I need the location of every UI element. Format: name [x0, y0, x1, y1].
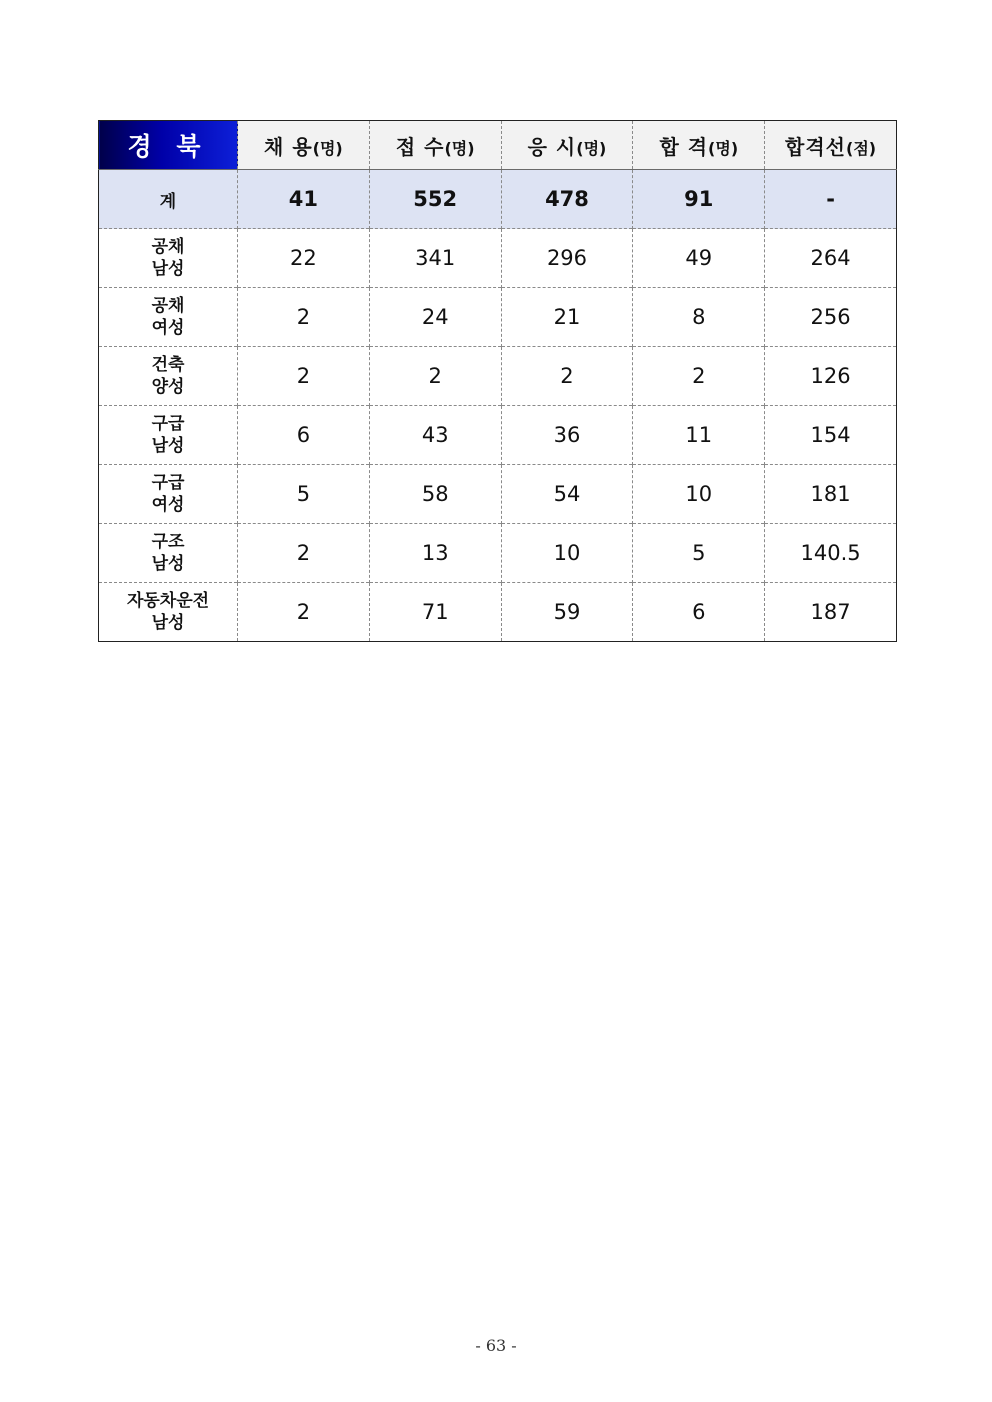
cell-cutoff: 256: [765, 288, 897, 347]
cell-hires: 22: [238, 229, 370, 288]
column-header-hires: [238, 121, 370, 170]
cell-examinees: 54: [501, 465, 633, 524]
column-header-cutoff: [765, 121, 897, 170]
table-row: [99, 406, 897, 465]
cell-hires: 2: [238, 524, 370, 583]
row-label-line2: 양성: [151, 377, 185, 397]
row-label-line2: 여성: [151, 495, 185, 515]
row-label-line1: 건축: [151, 355, 185, 375]
cell-cutoff: 181: [765, 465, 897, 524]
cell-examinees: 10: [501, 524, 633, 583]
column-header-label: 응 시: [527, 134, 577, 159]
table-row: [99, 229, 897, 288]
total-applications: 552: [369, 170, 501, 229]
row-label-line1: 구급: [151, 414, 185, 434]
cell-hires: 5: [238, 465, 370, 524]
table-row: [99, 524, 897, 583]
column-header-examinees: [501, 121, 633, 170]
row-label: [99, 406, 238, 465]
column-header-unit: (명): [576, 138, 607, 158]
row-label-line2: 남성: [151, 613, 185, 633]
table-header-row: [99, 121, 897, 170]
cell-passed: 5: [633, 524, 765, 583]
cell-examinees: 36: [501, 406, 633, 465]
column-header-label: 접 수: [395, 134, 445, 159]
row-label: [99, 524, 238, 583]
cell-examinees: 59: [501, 583, 633, 642]
row-label: [99, 465, 238, 524]
column-header-passed: [633, 121, 765, 170]
cell-passed: 8: [633, 288, 765, 347]
cell-cutoff: 126: [765, 347, 897, 406]
cell-hires: 2: [238, 583, 370, 642]
column-header-label: 합 격: [659, 134, 709, 159]
total-row: [99, 170, 897, 229]
cell-examinees: 21: [501, 288, 633, 347]
row-label-line2: 여성: [151, 318, 185, 338]
row-label-line1: 구조: [151, 532, 185, 552]
row-label: [99, 347, 238, 406]
column-header-applications: [369, 121, 501, 170]
total-examinees: 478: [501, 170, 633, 229]
row-label-line2: 남성: [151, 436, 185, 456]
page-number: - 63 -: [475, 1336, 517, 1355]
row-label-line2: 남성: [151, 259, 185, 279]
cell-applications: 71: [369, 583, 501, 642]
cell-applications: 43: [369, 406, 501, 465]
total-label: 계: [99, 170, 238, 229]
row-label-line1: 구급: [151, 473, 185, 493]
cell-applications: 24: [369, 288, 501, 347]
column-header-unit: (명): [444, 138, 475, 158]
cell-cutoff: 264: [765, 229, 897, 288]
table-row: [99, 288, 897, 347]
cell-hires: 6: [238, 406, 370, 465]
cell-applications: 341: [369, 229, 501, 288]
total-cutoff: -: [765, 170, 897, 229]
table-row: [99, 583, 897, 642]
region-header: 경 북: [99, 121, 238, 170]
cell-cutoff: 140.5: [765, 524, 897, 583]
row-label: [99, 583, 238, 642]
cell-hires: 2: [238, 347, 370, 406]
table-row: [99, 347, 897, 406]
table-row: [99, 465, 897, 524]
cell-hires: 2: [238, 288, 370, 347]
cell-examinees: 296: [501, 229, 633, 288]
recruitment-stats-table: [98, 120, 897, 642]
row-label: [99, 229, 238, 288]
cell-applications: 2: [369, 347, 501, 406]
column-header-unit: (점): [846, 138, 877, 158]
column-header-label: 채 용: [264, 134, 313, 159]
cell-passed: 49: [633, 229, 765, 288]
row-label: [99, 288, 238, 347]
cell-applications: 58: [369, 465, 501, 524]
cell-cutoff: 187: [765, 583, 897, 642]
column-header-unit: (명): [708, 138, 739, 158]
cell-passed: 10: [633, 465, 765, 524]
column-header-unit: (명): [312, 138, 343, 158]
cell-passed: 2: [633, 347, 765, 406]
total-passed: 91: [633, 170, 765, 229]
cell-cutoff: 154: [765, 406, 897, 465]
row-label-line1: 공채: [151, 237, 185, 257]
cell-applications: 13: [369, 524, 501, 583]
row-label-line1: 공채: [151, 296, 185, 316]
cell-examinees: 2: [501, 347, 633, 406]
cell-passed: 6: [633, 583, 765, 642]
row-label-line2: 남성: [151, 554, 185, 574]
cell-passed: 11: [633, 406, 765, 465]
column-header-label: 합격선: [785, 134, 847, 159]
row-label-line1: 자동차운전: [126, 591, 210, 611]
total-hires: 41: [238, 170, 370, 229]
